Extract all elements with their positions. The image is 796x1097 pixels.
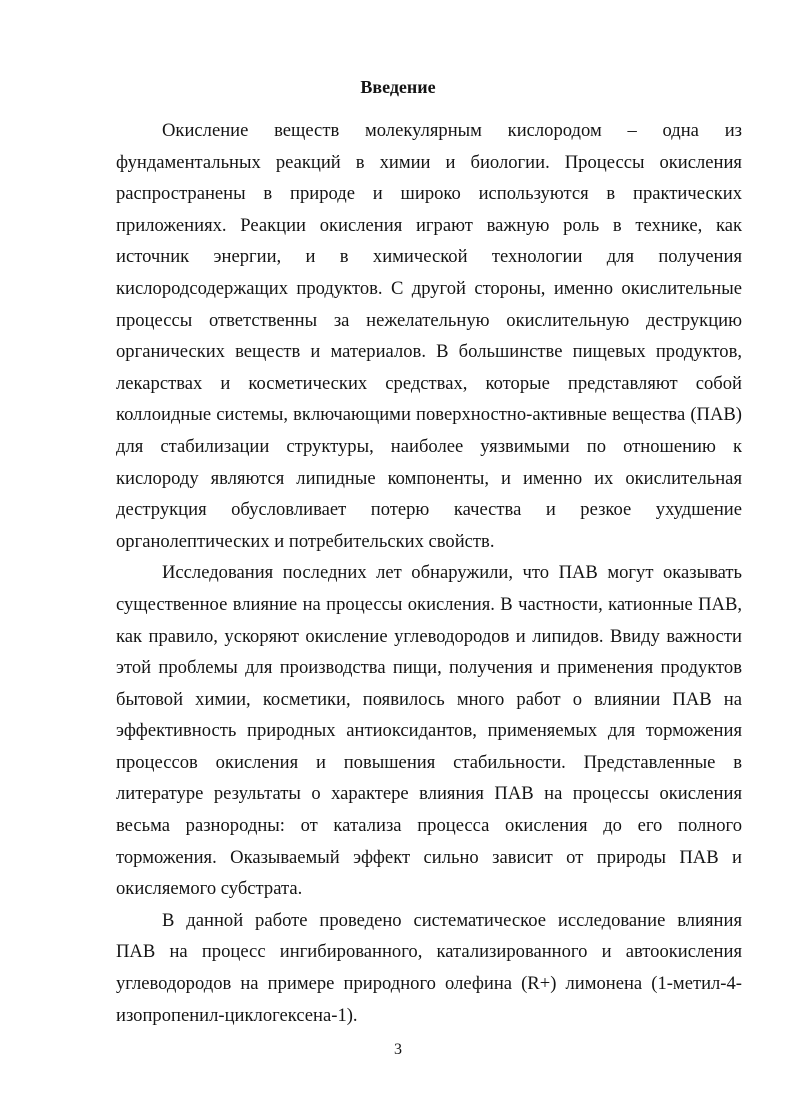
paragraph-3: В данной работе проведено систематическое исследование влияния ПАВ на процесс ингибированного, катализированного и автоокисления углеводородов на примере природного олефина (R+) лимонена (1-метил-4-изопропенил-циклогексена-1).	[116, 909, 742, 1026]
paragraph-2: Исследования последних лет обнаружили, что ПАВ могут оказывать существенное влияние на процессы окисления. В частности, катионные ПАВ, как правило, ускоряют окисление углеводородов и липидов. Ввиду важности этой проблемы для производства пищи, получения и применения продуктов бытовой химии, косметики, появилось много работ о влиянии ПАВ на эффективность природных антиоксидантов, применяемых для торможения процессов окисления и повышения стабильности. Представленные в литературе результаты о характере влияния ПАВ на процессы окисления весьма разнородны: от катализа процесса окисления до его полного торможения. Оказываемый эффект сильно зависит от природы ПАВ и окисляемого субстрата.	[116, 562, 742, 900]
body-text	[116, 115, 742, 1031]
paragraph-1: Окисление веществ молекулярным кислородом – одна из фундаментальных реакций в химии и биологии. Процессы окисления распространены в природе и широко используются в практических приложениях. Реакции окисления играют важную роль в технике, как источник энергии, и в химической технологии для получения кислородсодержащих продуктов. С другой стороны, именно окислительные процессы ответственны за нежелательную окислительную деструкцию органических веществ и материалов. В большинстве пищевых продуктов, лекарствах и косметических средствах, которые представляют собой коллоидные системы, включающими поверхностно-активные вещества (ПАВ) для стабилизации структуры, наиболее уязвимыми по отношению к кислороду являются липидные компоненты, и именно их окислительная деструкция обусловливает потерю качества и резкое ухудшение органолептических и потребительских свойств.	[116, 120, 742, 552]
section-title: Введение	[360, 77, 436, 97]
page-number: 3	[394, 1041, 402, 1058]
